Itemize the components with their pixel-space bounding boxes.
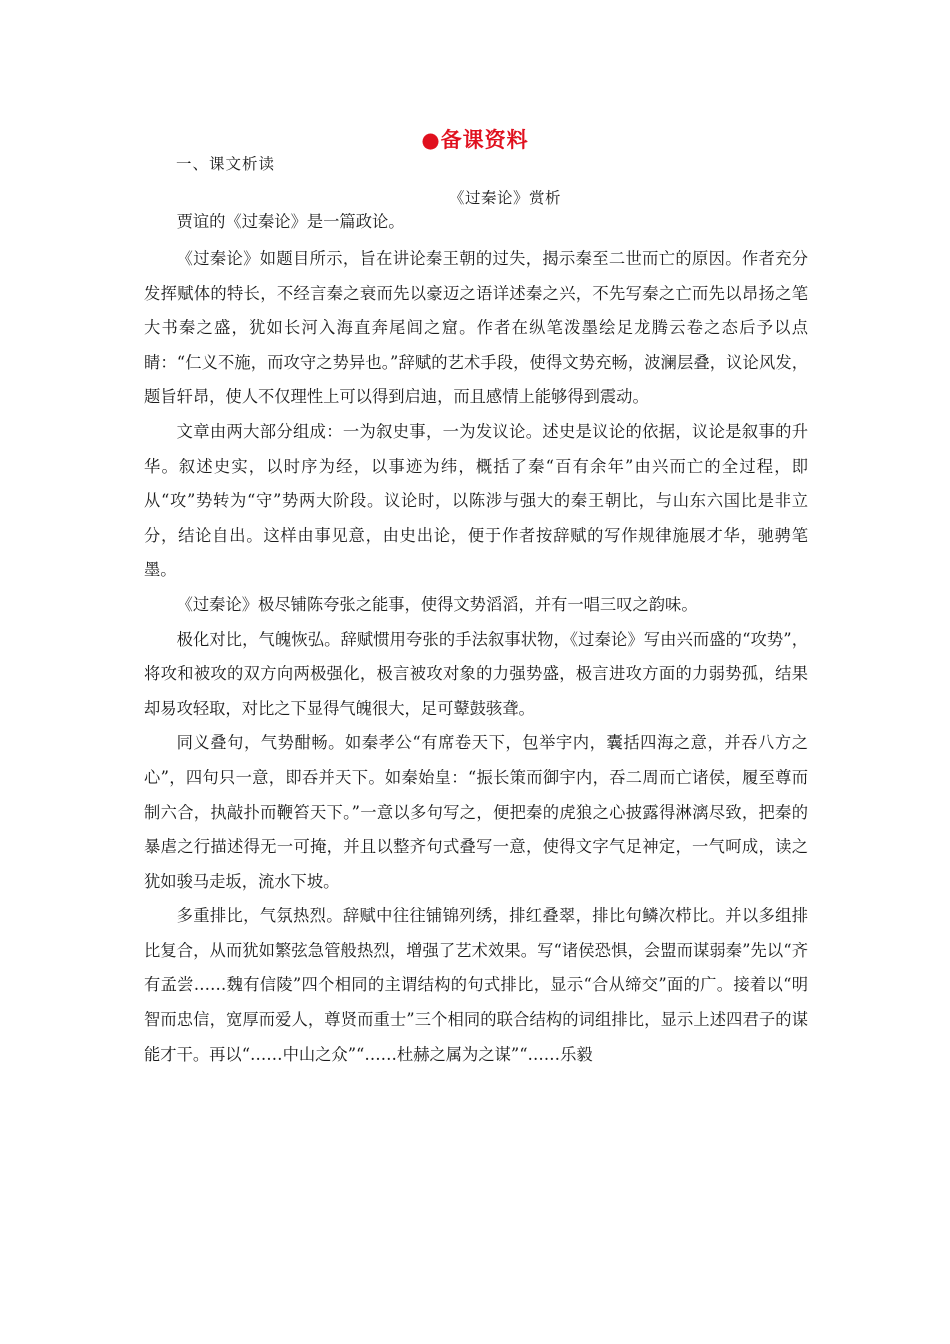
section-heading: 一、课文析读 (176, 155, 276, 173)
paragraph: 《过秦论》极尽铺陈夸张之能事，使得文势滔滔，并有一唱三叹之韵味。 (176, 594, 698, 614)
article-body (144, 208, 808, 1072)
paragraph: 多重排比，气氛热烈。辞赋中往往铺锦列绣，排红叠翠，排比句鳞次栉比。并以多组排比复合，从而犹如繁弦急管般热烈，增强了艺术效果。写“诸侯恐惧，会盟而谋弱秦”先以“齐有孟尝……魏有信陵”四个相同的主谓结构的句式排比，显示“合从缔交”面的广。接着以“明智而忠信，宽厚而爱人，尊贤而重士”三个相同的联合结构的词组排比，显示上述四君子的谋能才干。再以“……中山之众”“……杜赫之属为之谋”“……乐毅 (144, 906, 808, 1064)
paragraph: 同义叠句，气势酣畅。如秦孝公“有席卷天下，包举宇内，囊括四海之意，并吞八方之心”，四句只一意，即吞并天下。如秦始皇：“振长策而御宇内，吞二周而亡诸侯，履至尊而制六合，执敲扑而鞭笞天下。”一意以多句写之，便把秦的虎狼之心披露得淋漓尽致，把秦的暴虐之行描述得无一可掩，并且以整齐句式叠写一意，使得文字气足神定，一气呵成，读之犹如骏马走坂，流水下坡。 (144, 733, 808, 891)
document-title: ●备课资料 (421, 127, 529, 152)
paragraph: 文章由两大部分组成：一为叙史事，一为发议论。述史是议论的依据，议论是叙事的升华。叙述史实，以时序为经，以事迹为纬，概括了秦“百有余年”由兴而亡的全过程，即从“攻”势转为“守”势两大阶段。议论时，以陈涉与强大的秦王朝比，与山东六国比是非立分，结论自出。这样由事见意，由史出论，便于作者按辞赋的写作规律施展才华，驰骋笔墨。 (144, 421, 808, 580)
article-subtitle: 《过秦论》赏析 (448, 189, 561, 207)
paragraph-intro: 贾谊的《过秦论》是一篇政论。 (176, 212, 405, 231)
paragraph: 极化对比，气魄恢弘。辞赋惯用夸张的手法叙事状物，《过秦论》写由兴而盛的“攻势”，将攻和被攻的双方向两极强化，极言被攻对象的力强势盛，极言进攻方面的力弱势孤，结果却易攻轻取，对比之下显得气魄很大，足可鼙鼓骇聋。 (144, 629, 808, 718)
paragraph: 《过秦论》如题目所示，旨在讲论秦王朝的过失，揭示秦至二世而亡的原因。作者充分发挥赋体的特长，不经言秦之衰而先以豪迈之语详述秦之兴，不先写秦之亡而先以昂扬之笔大书秦之盛，犹如长河入海直奔尾闾之窟。作者在纵笔泼墨绘足龙腾云卷之态后予以点睛：“仁义不施，而攻守之势异也。”辞赋的艺术手段，使得文势充畅，波澜层叠，议论风发，题旨轩昂，使人不仅理性上可以得到启迪，而且感情上能够得到震动。 (144, 249, 808, 407)
